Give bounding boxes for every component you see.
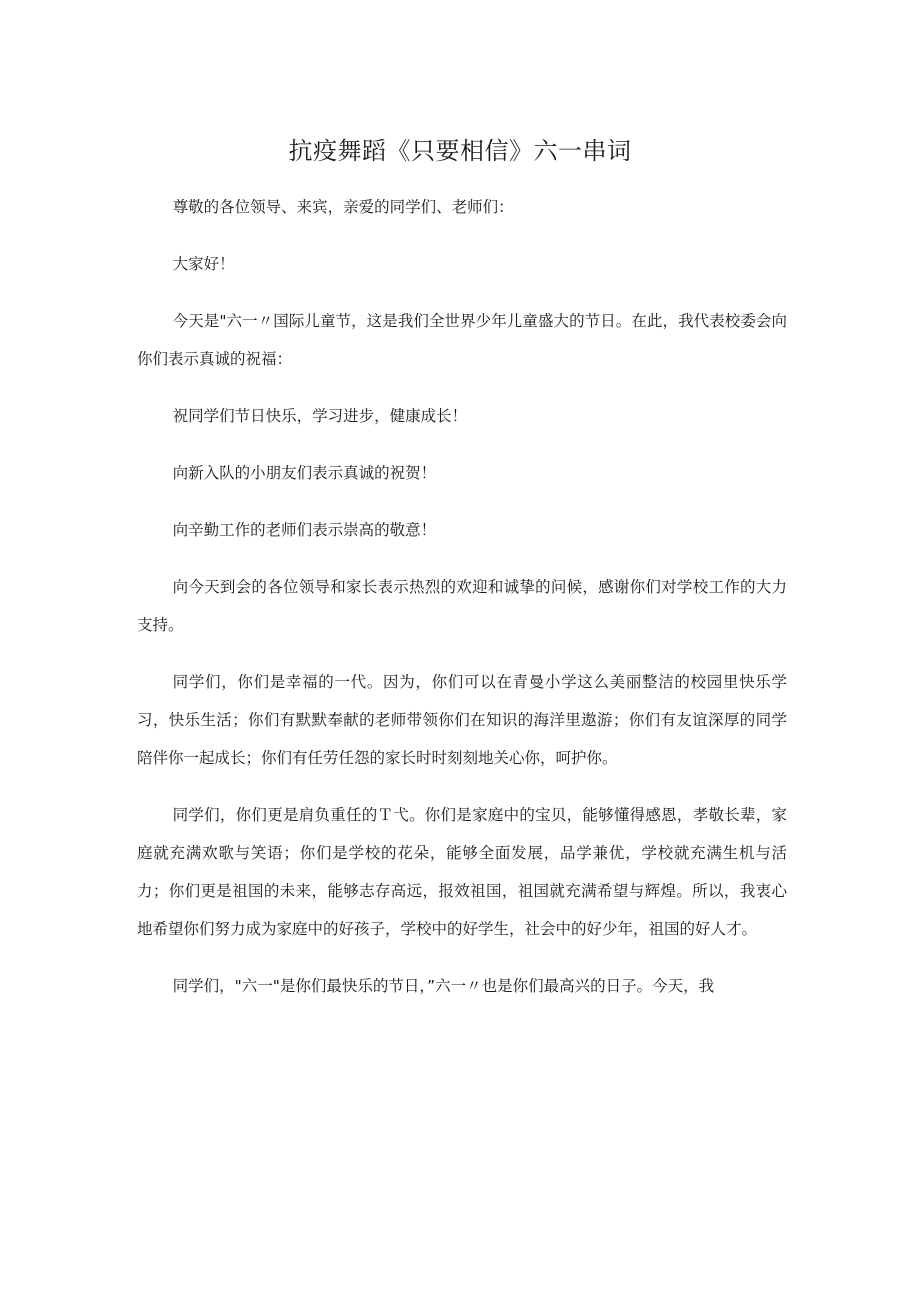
document-title: 抗疫舞蹈《只要相信》六一串词 bbox=[288, 137, 632, 165]
paragraph-greeting: 大家好！ bbox=[172, 255, 235, 273]
paragraph-welcome-guests: 向今天到会的各位领导和家长表示热烈的欢迎和诚挚的问候，感谢你们对学校工作的大力支持。 bbox=[137, 578, 787, 634]
paragraph-happy-generation: 同学们，你们是幸福的一代。因为，你们可以在青曼小学这么美丽整洁的校园里快乐学习，快乐生活；你们有默默奉献的老师带领你们在知识的海洋里遨游；你们有友谊深厚的同学陪伴你一起成长；你们有任劳任怨的家长时时刻刻地关心你，呵护你。 bbox=[137, 673, 787, 767]
paragraph-congrats-new-members: 向新入队的小朋友们表示真诚的祝贺！ bbox=[172, 464, 437, 482]
paragraph-respect-teachers: 向辛勤工作的老师们表示崇高的敬意！ bbox=[172, 521, 437, 539]
paragraph-wish-students: 祝同学们节日快乐，学习进步，健康成长！ bbox=[172, 407, 468, 425]
paragraph-salutation: 尊敬的各位领导、来宾，亲爱的同学们、老师们： bbox=[172, 198, 514, 216]
paragraph-responsibility: 同学们，你们更是肩负重任的Ｔ弋。你们是家庭中的宝贝，能够懂得感恩，孝敬长辈，家庭就充满欢歌与笑语；你们是学校的花朵，能够全面发展，品学兼优，学校就充满生机与活力；你们更是祖国的未来，能够志存高远，报效祖国，祖国就充满希望与辉煌。所以，我衷心地希望你们努力成为家庭中的好孩子，学校中的好学生，社会中的好少年，祖国的好人才。 bbox=[137, 806, 787, 938]
document-body bbox=[137, 188, 787, 1024]
paragraph-intro: 今天是"六一〃国际儿童节，这是我们全世界少年儿童盛大的节日。在此，我代表校委会向你们表示真诚的祝福： bbox=[137, 312, 787, 368]
paragraph-childrens-day: 同学们，"六一"是你们最快乐的节日，”六一〃也是你们最高兴的日子。今天，我 bbox=[172, 977, 715, 995]
